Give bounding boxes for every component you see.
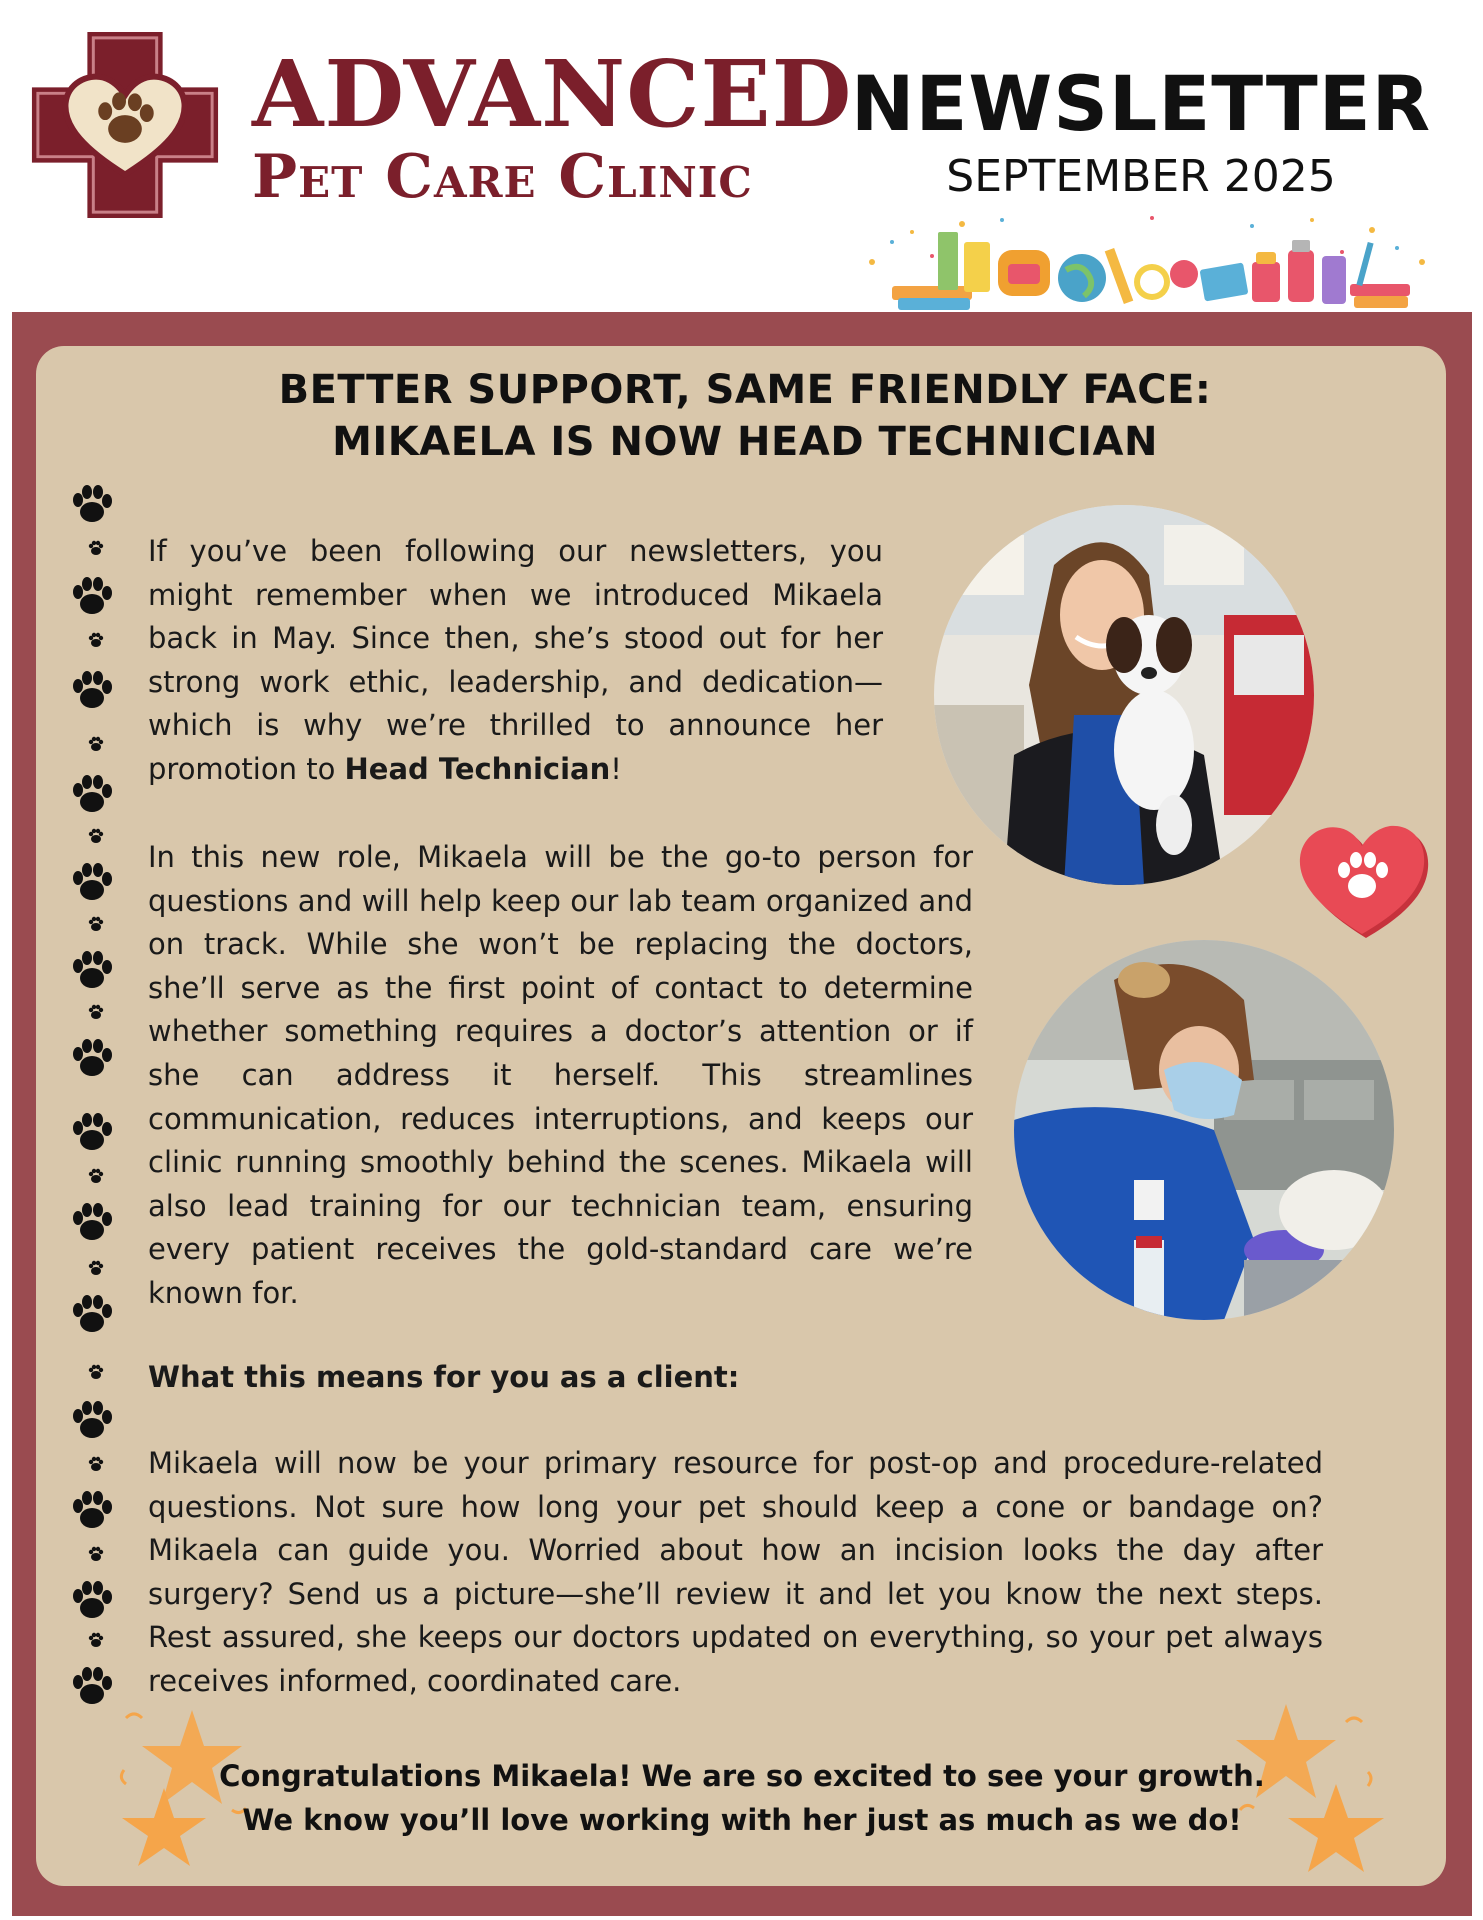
paw-print-icon (73, 1039, 112, 1076)
intro-paragraph (148, 530, 883, 792)
paw-print-icon (73, 1667, 112, 1704)
role-paragraph: In this new role, Mikaela will be the go-to person for questions and will help keep our lab team organized and on track. While she won’t be replacing the doctors, she’ll serve as the first point of contact to determine whether something requires a doctor’s attention or if she can address it herself. This streamlines communication, reduces interruptions, and keeps our clinic running smoothly behind the scenes. Mikaela will also lead training for our technician team, ensuring every patient receives the gold-standard care we’re known for. (148, 840, 973, 1310)
paw-print-icon (89, 1261, 103, 1275)
paw-print-icon (73, 1581, 112, 1618)
paw-print-icon (73, 863, 112, 900)
school-supplies-icon (852, 212, 1446, 316)
paw-print-icon (73, 1113, 112, 1150)
paw-print-icon (89, 1633, 103, 1647)
headline-line-1: BETTER SUPPORT, SAME FRIENDLY FACE: (278, 367, 1212, 413)
promotion-title: Head Technician (344, 751, 611, 786)
closing-line-1: Congratulations Mikaela! We are so excited to see your growth. (219, 1759, 1265, 1793)
intro-text: If you’ve been following our newsletters, you might remember when we introduced Mikaela back in May. Since then, she’s stood out for her strong work ethic, leadership, and dedication—which is why we’re thrilled to announce her promotion to (148, 534, 883, 786)
paw-print-icon (89, 1365, 103, 1379)
paw-print-icon (73, 1203, 112, 1240)
paw-print-icon (73, 1295, 112, 1332)
paw-print-icon (73, 1491, 112, 1528)
paw-print-icon (73, 775, 112, 812)
paw-print-icon (89, 541, 103, 555)
closing-message (180, 1754, 1304, 1842)
intro-end: ! (610, 751, 622, 786)
client-subheading: What this means for you as a client: (148, 1360, 740, 1394)
headline-line-2: MIKAELA IS NOW HEAD TECHNICIAN (332, 419, 1158, 465)
paw-print-icon (89, 1169, 103, 1183)
clinic-logo-icon (26, 26, 224, 224)
paw-print-icon (73, 1401, 112, 1438)
paw-print-icon (89, 737, 103, 751)
paw-print-icon (73, 951, 112, 988)
paw-print-icon (89, 633, 103, 647)
mikaela-working-photo (1014, 940, 1394, 1320)
paw-print-icon (89, 1547, 103, 1561)
heart-paw-icon (1290, 812, 1430, 942)
clinic-name (252, 40, 853, 212)
paw-print-icon (73, 577, 112, 614)
paw-print-icon (89, 829, 103, 843)
newsletter-title: NEWSLETTER (850, 59, 1432, 148)
paw-print-icon (89, 1457, 103, 1471)
newsletter-date: SEPTEMBER 2025 (946, 151, 1336, 202)
paw-print-border (66, 480, 122, 1720)
client-paragraph: Mikaela will now be your primary resource for post-op and procedure-related questions. Not sure how long your pet should keep a cone or bandage on? Mikaela can guide you. Worried about how an incision looks the day after surgery? Send us a picture—she’ll review it and let you know the next steps. Rest assured, she keeps our doctors updated on everything, so your pet always receives informed, coordinated care. (148, 1446, 1323, 1698)
paw-print-icon (73, 671, 112, 708)
paw-print-icon (73, 485, 112, 522)
mikaela-with-dog-photo (934, 505, 1314, 885)
paw-print-icon (89, 917, 103, 931)
article-headline (100, 364, 1390, 468)
brand-line-1: ADVANCED (252, 40, 853, 148)
paw-print-icon (89, 1005, 103, 1019)
brand-line-2: Pet Care Clinic (252, 142, 753, 212)
closing-line-2: We know you’ll love working with her just as much as we do! (242, 1803, 1242, 1837)
